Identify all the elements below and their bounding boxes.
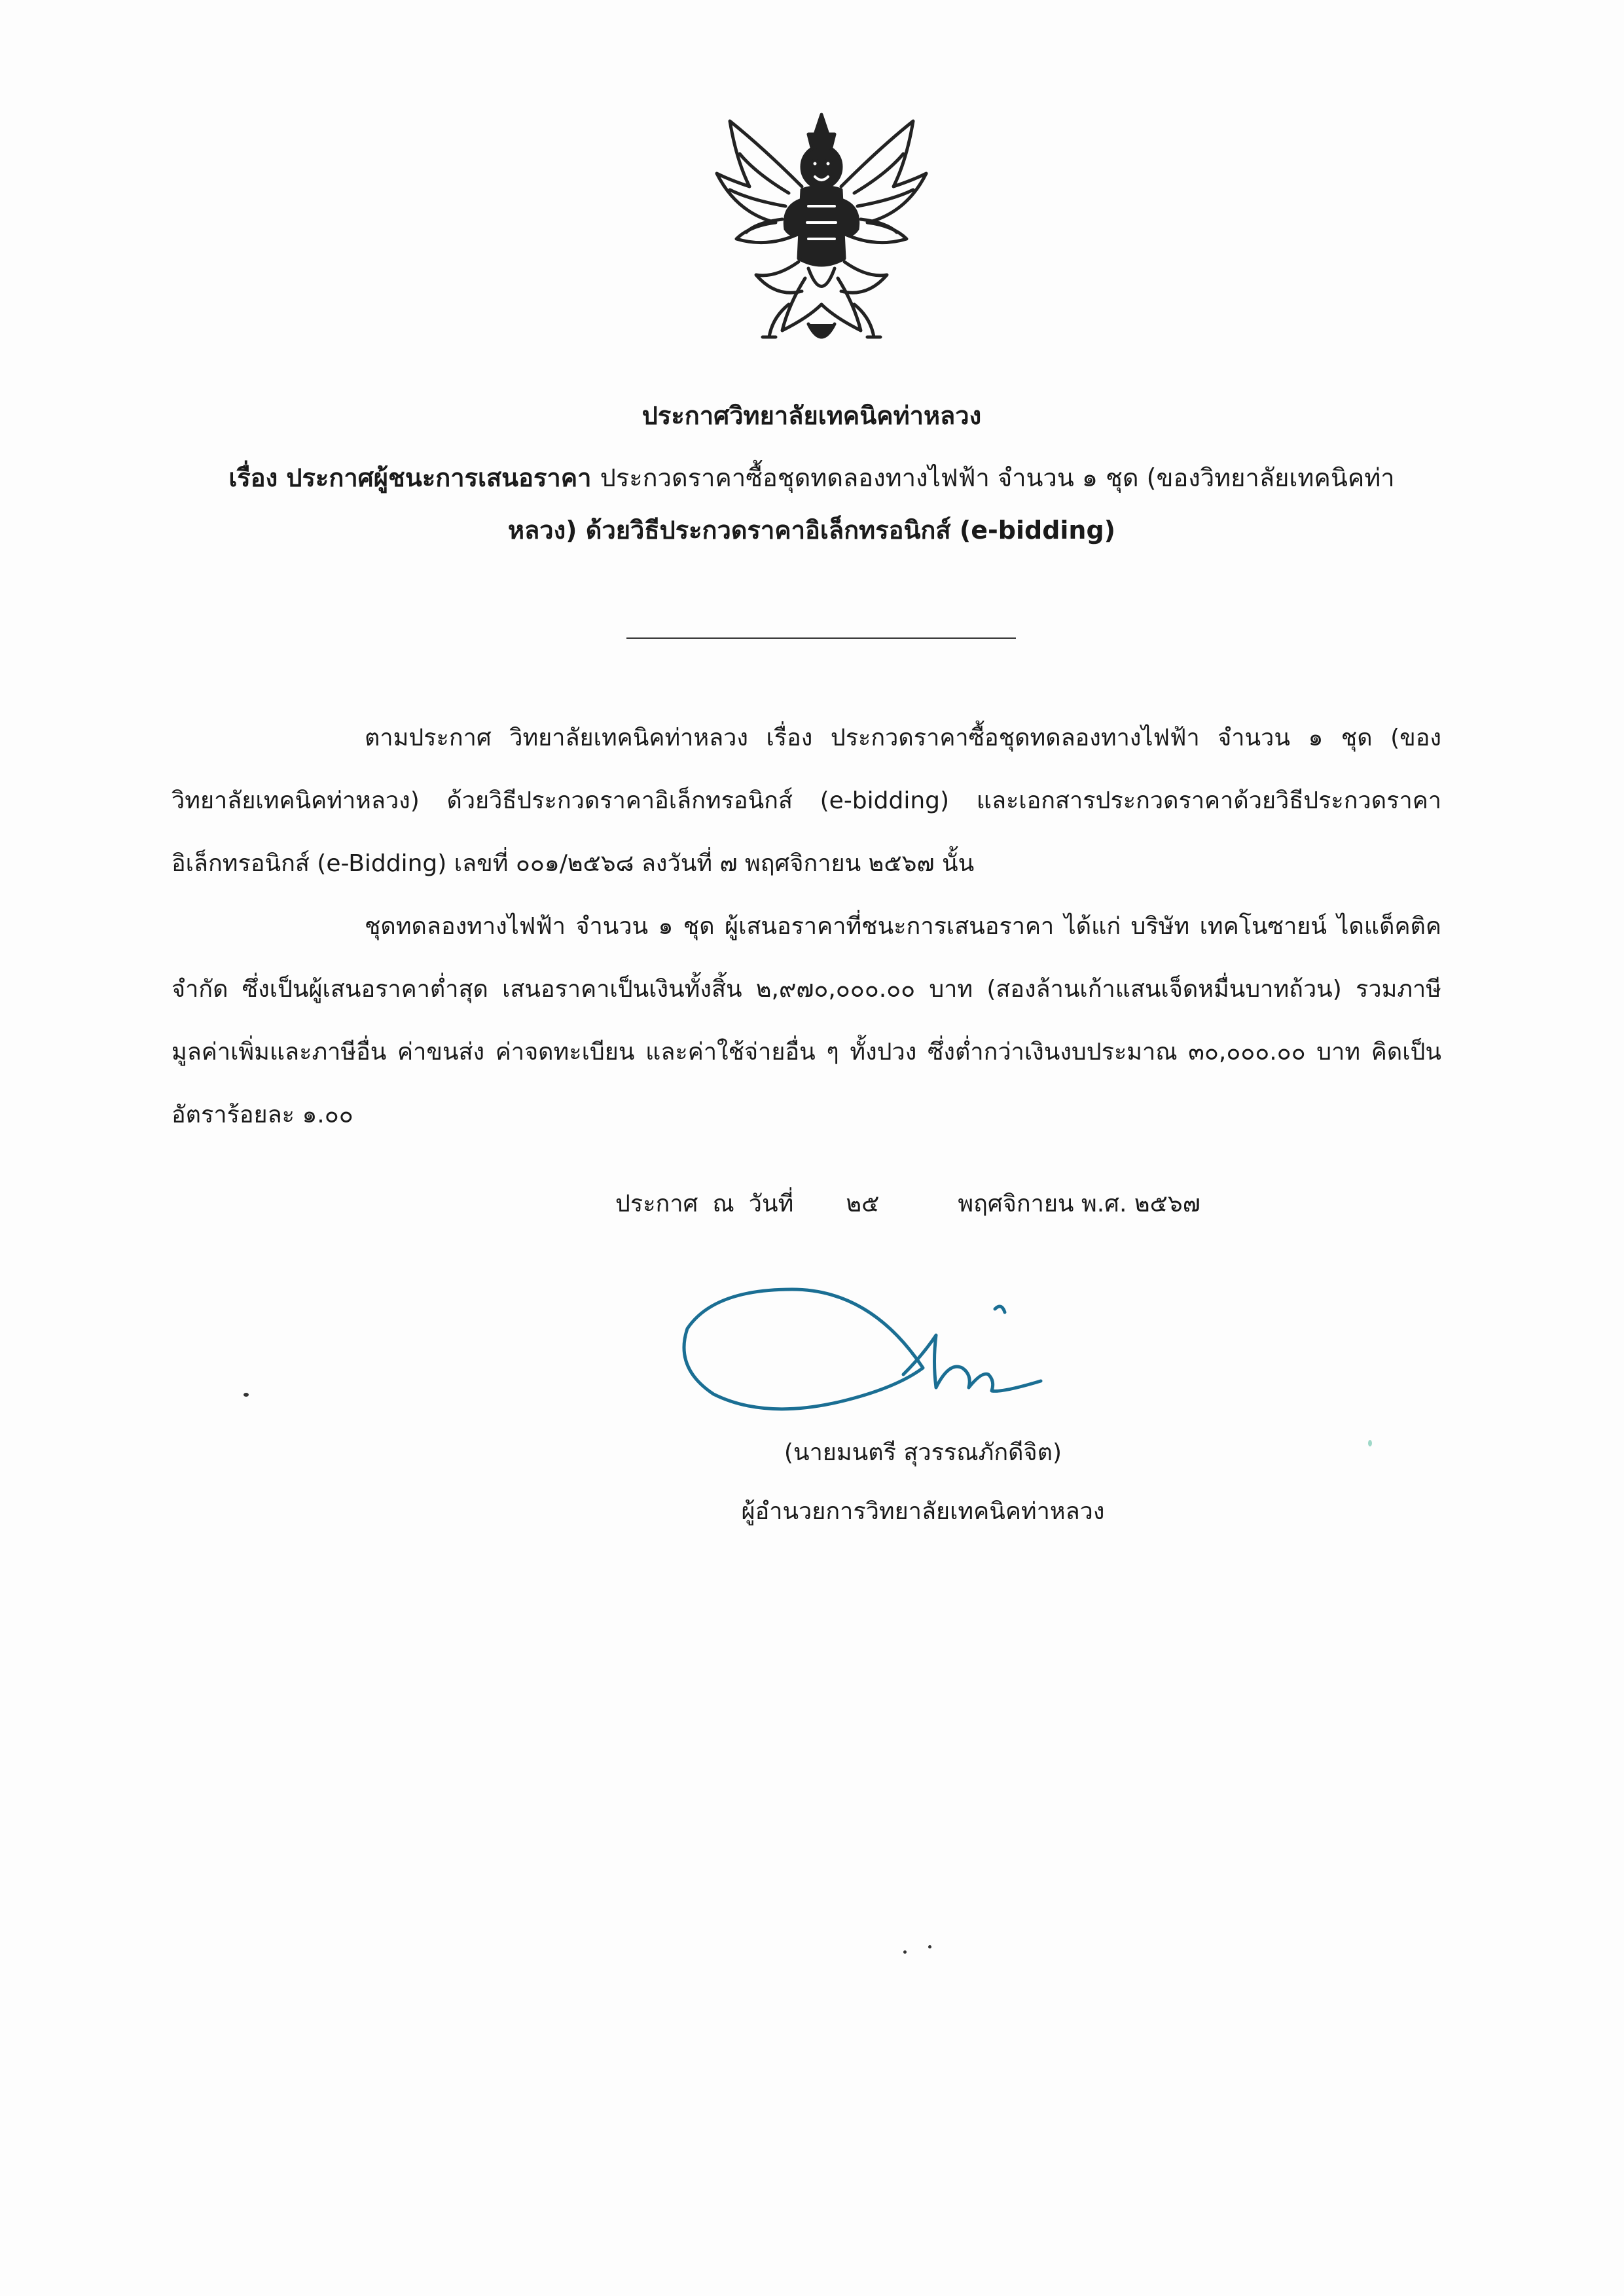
scan-speck bbox=[1368, 1440, 1372, 1446]
scan-speck bbox=[903, 1950, 907, 1954]
garuda-emblem-icon bbox=[710, 108, 933, 357]
paragraph-2-text: ชุดทดลองทางไฟฟ้า จำนวน ๑ ชุด ผู้เสนอราคาที่ชนะการเสนอราคา ได้แก่ บริษัท เทคโนซายน์ ไดแด็คติค จำกัด ซึ่งเป็นผู้เสนอราคาต่ำสุด เสนอราคาเป็นเงินทั้งสิ้น ๒,๙๗๐,๐๐๐.๐๐ บาท (สองล้านเก้าแสนเจ็ดหมื่นบาทถ้วน) รวมภาษีมูลค่าเพิ่มและภาษีอื่น ค่าขนส่ง ค่าจดทะเบียน และค่าใช้จ่ายอื่น ๆ ทั้งปวง ซึ่งต่ำกว่าเงินงบประมาณ ๓๐,๐๐๐.๐๐ บาท คิดเป็นอัตราร้อยละ ๑.๐๐ bbox=[171, 913, 1442, 1128]
handwritten-signature bbox=[674, 1276, 1119, 1427]
announce-day: ๒๕ bbox=[846, 1191, 880, 1217]
header-divider bbox=[626, 637, 1016, 639]
signer-name: (นายมนตรี สุวรรณภักดีจิต) bbox=[784, 1439, 1062, 1466]
announce-at: ณ bbox=[712, 1191, 734, 1217]
document-subject bbox=[157, 452, 1466, 556]
document-title: ประกาศวิทยาลัยเทคนิคท่าหลวง bbox=[641, 401, 982, 430]
signer-position: ผู้อำนวยการวิทยาลัยเทคนิคท่าหลวง bbox=[741, 1498, 1105, 1525]
announce-day-label: วันที่ bbox=[748, 1191, 794, 1217]
body-paragraph-2 bbox=[171, 895, 1441, 1147]
subject-line1-rest: ประกวดราคาซื้อชุดทดลองทางไฟฟ้า จำนวน ๑ ชุด (ของวิทยาลัยเทคนิคท่า bbox=[600, 463, 1395, 492]
scan-speck bbox=[928, 1945, 931, 1948]
scan-speck bbox=[244, 1393, 249, 1397]
announce-prefix: ประกาศ bbox=[615, 1191, 698, 1217]
announce-month-year: พฤศจิกายน พ.ศ. ๒๕๖๗ bbox=[958, 1191, 1200, 1217]
body-paragraph-1 bbox=[171, 707, 1441, 895]
subject-line2: หลวง) ด้วยวิธีประกวดราคาอิเล็กทรอนิกส์ (e-bidding) bbox=[507, 516, 1116, 545]
subject-lead: เรื่อง ประกาศผู้ชนะการเสนอราคา bbox=[228, 463, 592, 492]
announcement-date bbox=[615, 1178, 1200, 1230]
paragraph-1-text: ตามประกาศ วิทยาลัยเทคนิคท่าหลวง เรื่อง ประกวดราคาซื้อชุดทดลองทางไฟฟ้า จำนวน ๑ ชุด (ของวิทยาลัยเทคนิคท่าหลวง) ด้วยวิธีประกวดราคาอิเล็กทรอนิกส์ (e-bidding) และเอกสารประกวดราคาด้วยวิธีประกวดราคาอิเล็กทรอนิกส์ (e-Bidding) เลขที่ ๐๐๑/๒๕๖๘ ลงวันที่ ๗ พฤศจิกายน ๒๕๖๗ นั้น bbox=[171, 725, 1441, 877]
